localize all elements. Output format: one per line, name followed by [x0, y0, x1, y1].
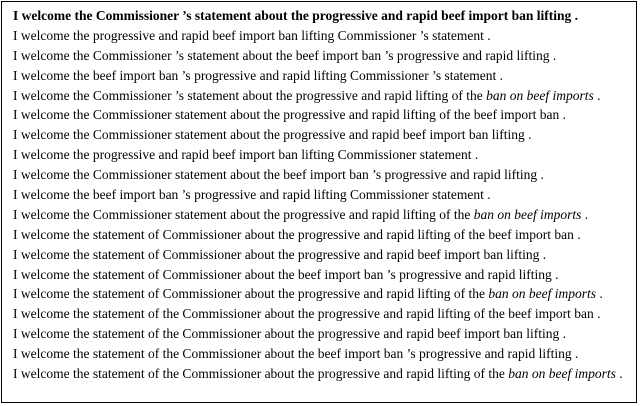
paraphrase-line: I welcome the Commissioner statement about the progressive and rapid beef import ban lifting . — [13, 127, 532, 143]
paraphrase-line: I welcome the statement of the Commissioner about the beef import ban ’s progressive and rapid lifting . — [13, 346, 579, 362]
paraphrase-line — [13, 205, 636, 225]
paraphrase-italic-phrase: ban on beef imports — [488, 286, 597, 302]
paraphrase-line: I welcome the statement of the Commissioner about the progressive and rapid beef import ban lifting . — [13, 326, 566, 342]
paraphrase-line: I welcome the Commissioner ’s statement about the beef import ban ’s progressive and rapid lifting . — [13, 47, 557, 63]
paraphrase-text: I welcome the statement of Commissioner about the progressive and rapid lifting of the — [13, 286, 489, 302]
paraphrase-end: . — [593, 87, 601, 103]
paraphrase-italic-phrase: ban on beef imports — [473, 206, 582, 222]
paraphrase-line — [13, 86, 636, 106]
paraphrase-line: I welcome the statement of Commissioner about the beef import ban ’s progressive and rapid lifting . — [13, 266, 559, 282]
paraphrase-line: I welcome the statement of the Commissioner about the progressive and rapid lifting of the beef import ban . — [13, 306, 601, 322]
paraphrase-text: I welcome the statement of the Commissioner about the progressive and rapid lifting of the — [13, 366, 509, 382]
paraphrase-line: I welcome the beef import ban ’s progressive and rapid lifting Commissioner statement . — [13, 187, 491, 203]
paraphrase-italic-phrase: ban on beef imports — [508, 366, 616, 382]
paraphrase-list-box — [1, 1, 637, 403]
paraphrase-line: I welcome the Commissioner statement about the progressive and rapid lifting of the beef import ban . — [13, 107, 566, 123]
paraphrase-line: I welcome the beef import ban ’s progressive and rapid lifting Commissioner ’s statement . — [13, 67, 504, 83]
paraphrase-line — [13, 364, 636, 384]
paraphrase-line: I welcome the statement of Commissioner about the progressive and rapid lifting of the beef import ban . — [13, 226, 581, 242]
paraphrase-line: I welcome the progressive and rapid beef import ban lifting Commissioner ’s statement . — [13, 27, 491, 43]
paraphrase-line: I welcome the progressive and rapid beef import ban lifting Commissioner statement . — [13, 147, 479, 163]
paraphrase-text: I welcome the Commissioner ’s statement about the progressive and rapid lifting of the — [13, 87, 487, 103]
paraphrase-line — [13, 284, 636, 304]
source-sentence: I welcome the Commissioner ’s statement about the progressive and rapid beef import ban lifting . — [13, 8, 578, 23]
paraphrase-italic-phrase: ban on beef imports — [486, 87, 594, 103]
paraphrase-end: . — [581, 206, 589, 222]
paraphrase-text: I welcome the Commissioner statement about the progressive and rapid lifting of the — [13, 206, 474, 222]
paraphrase-end: . — [615, 366, 623, 382]
paraphrase-line: I welcome the Commissioner statement about the beef import ban ’s progressive and rapid lifting . — [13, 167, 544, 183]
paraphrase-line: I welcome the statement of Commissioner about the progressive and rapid beef import ban lifting . — [13, 246, 547, 262]
paraphrase-end: . — [596, 286, 603, 302]
